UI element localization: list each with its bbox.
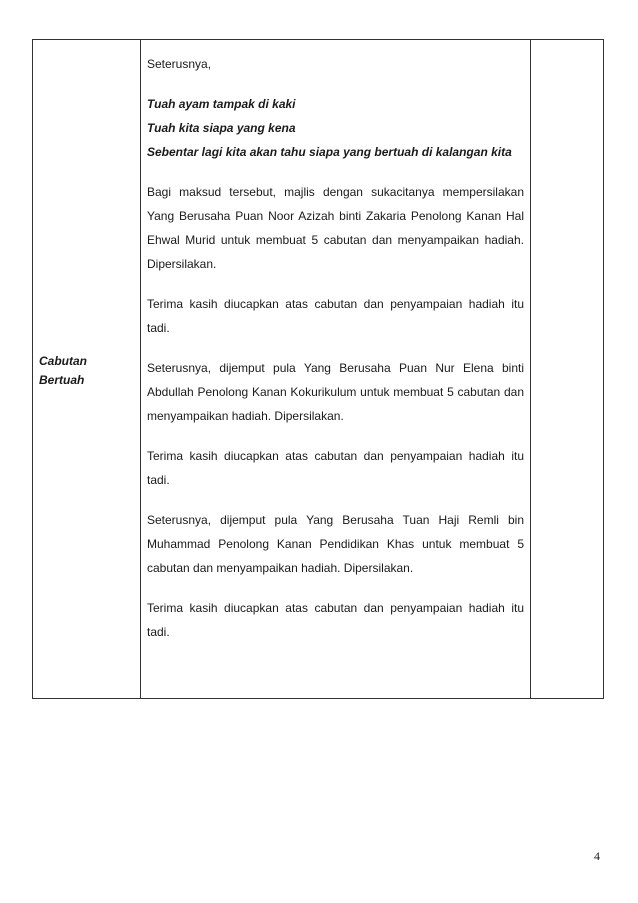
intro-text: Seterusnya, xyxy=(147,57,212,71)
program-table xyxy=(32,39,604,699)
invitation-paragraph: Bagi maksud tersebut, majlis dengan sukacitanya mempersilakan Yang Berusaha Puan Noor Azizah binti Zakaria Penolong Kanan Hal Ehwal Murid untuk membuat 5 cabutan dan menyampaikan hadiah. Dipersilakan. xyxy=(147,185,524,271)
invitation-paragraph: Seterusnya, dijemput pula Yang Berusaha Puan Nur Elena binti Abdullah Penolong Kanan Kokurikulum untuk membuat 5 cabutan dan menyampaikan hadiah. Dipersilakan. xyxy=(147,361,524,423)
page-number: 4 xyxy=(594,849,600,863)
pantun-line: Sebentar lagi kita akan tahu siapa yang bertuah di kalangan kita xyxy=(147,145,512,159)
thanks-paragraph: Terima kasih diucapkan atas cabutan dan penyampaian hadiah itu tadi. xyxy=(147,601,524,639)
row-label xyxy=(39,352,134,390)
row-label-line: Cabutan xyxy=(39,354,87,368)
thanks-paragraph: Terima kasih diucapkan atas cabutan dan penyampaian hadiah itu tadi. xyxy=(147,297,524,335)
column-divider xyxy=(530,40,531,698)
row-label-line: Bertuah xyxy=(39,373,85,387)
pantun-line: Tuah ayam tampak di kaki xyxy=(147,97,296,111)
column-divider xyxy=(140,40,141,698)
script-content xyxy=(147,52,524,644)
invitation-paragraph: Seterusnya, dijemput pula Yang Berusaha Tuan Haji Remli bin Muhammad Penolong Kanan Pendidikan Khas untuk membuat 5 cabutan dan menyampaikan hadiah. Dipersilakan. xyxy=(147,513,524,575)
thanks-paragraph: Terima kasih diucapkan atas cabutan dan penyampaian hadiah itu tadi. xyxy=(147,449,524,487)
pantun-line: Tuah kita siapa yang kena xyxy=(147,121,296,135)
